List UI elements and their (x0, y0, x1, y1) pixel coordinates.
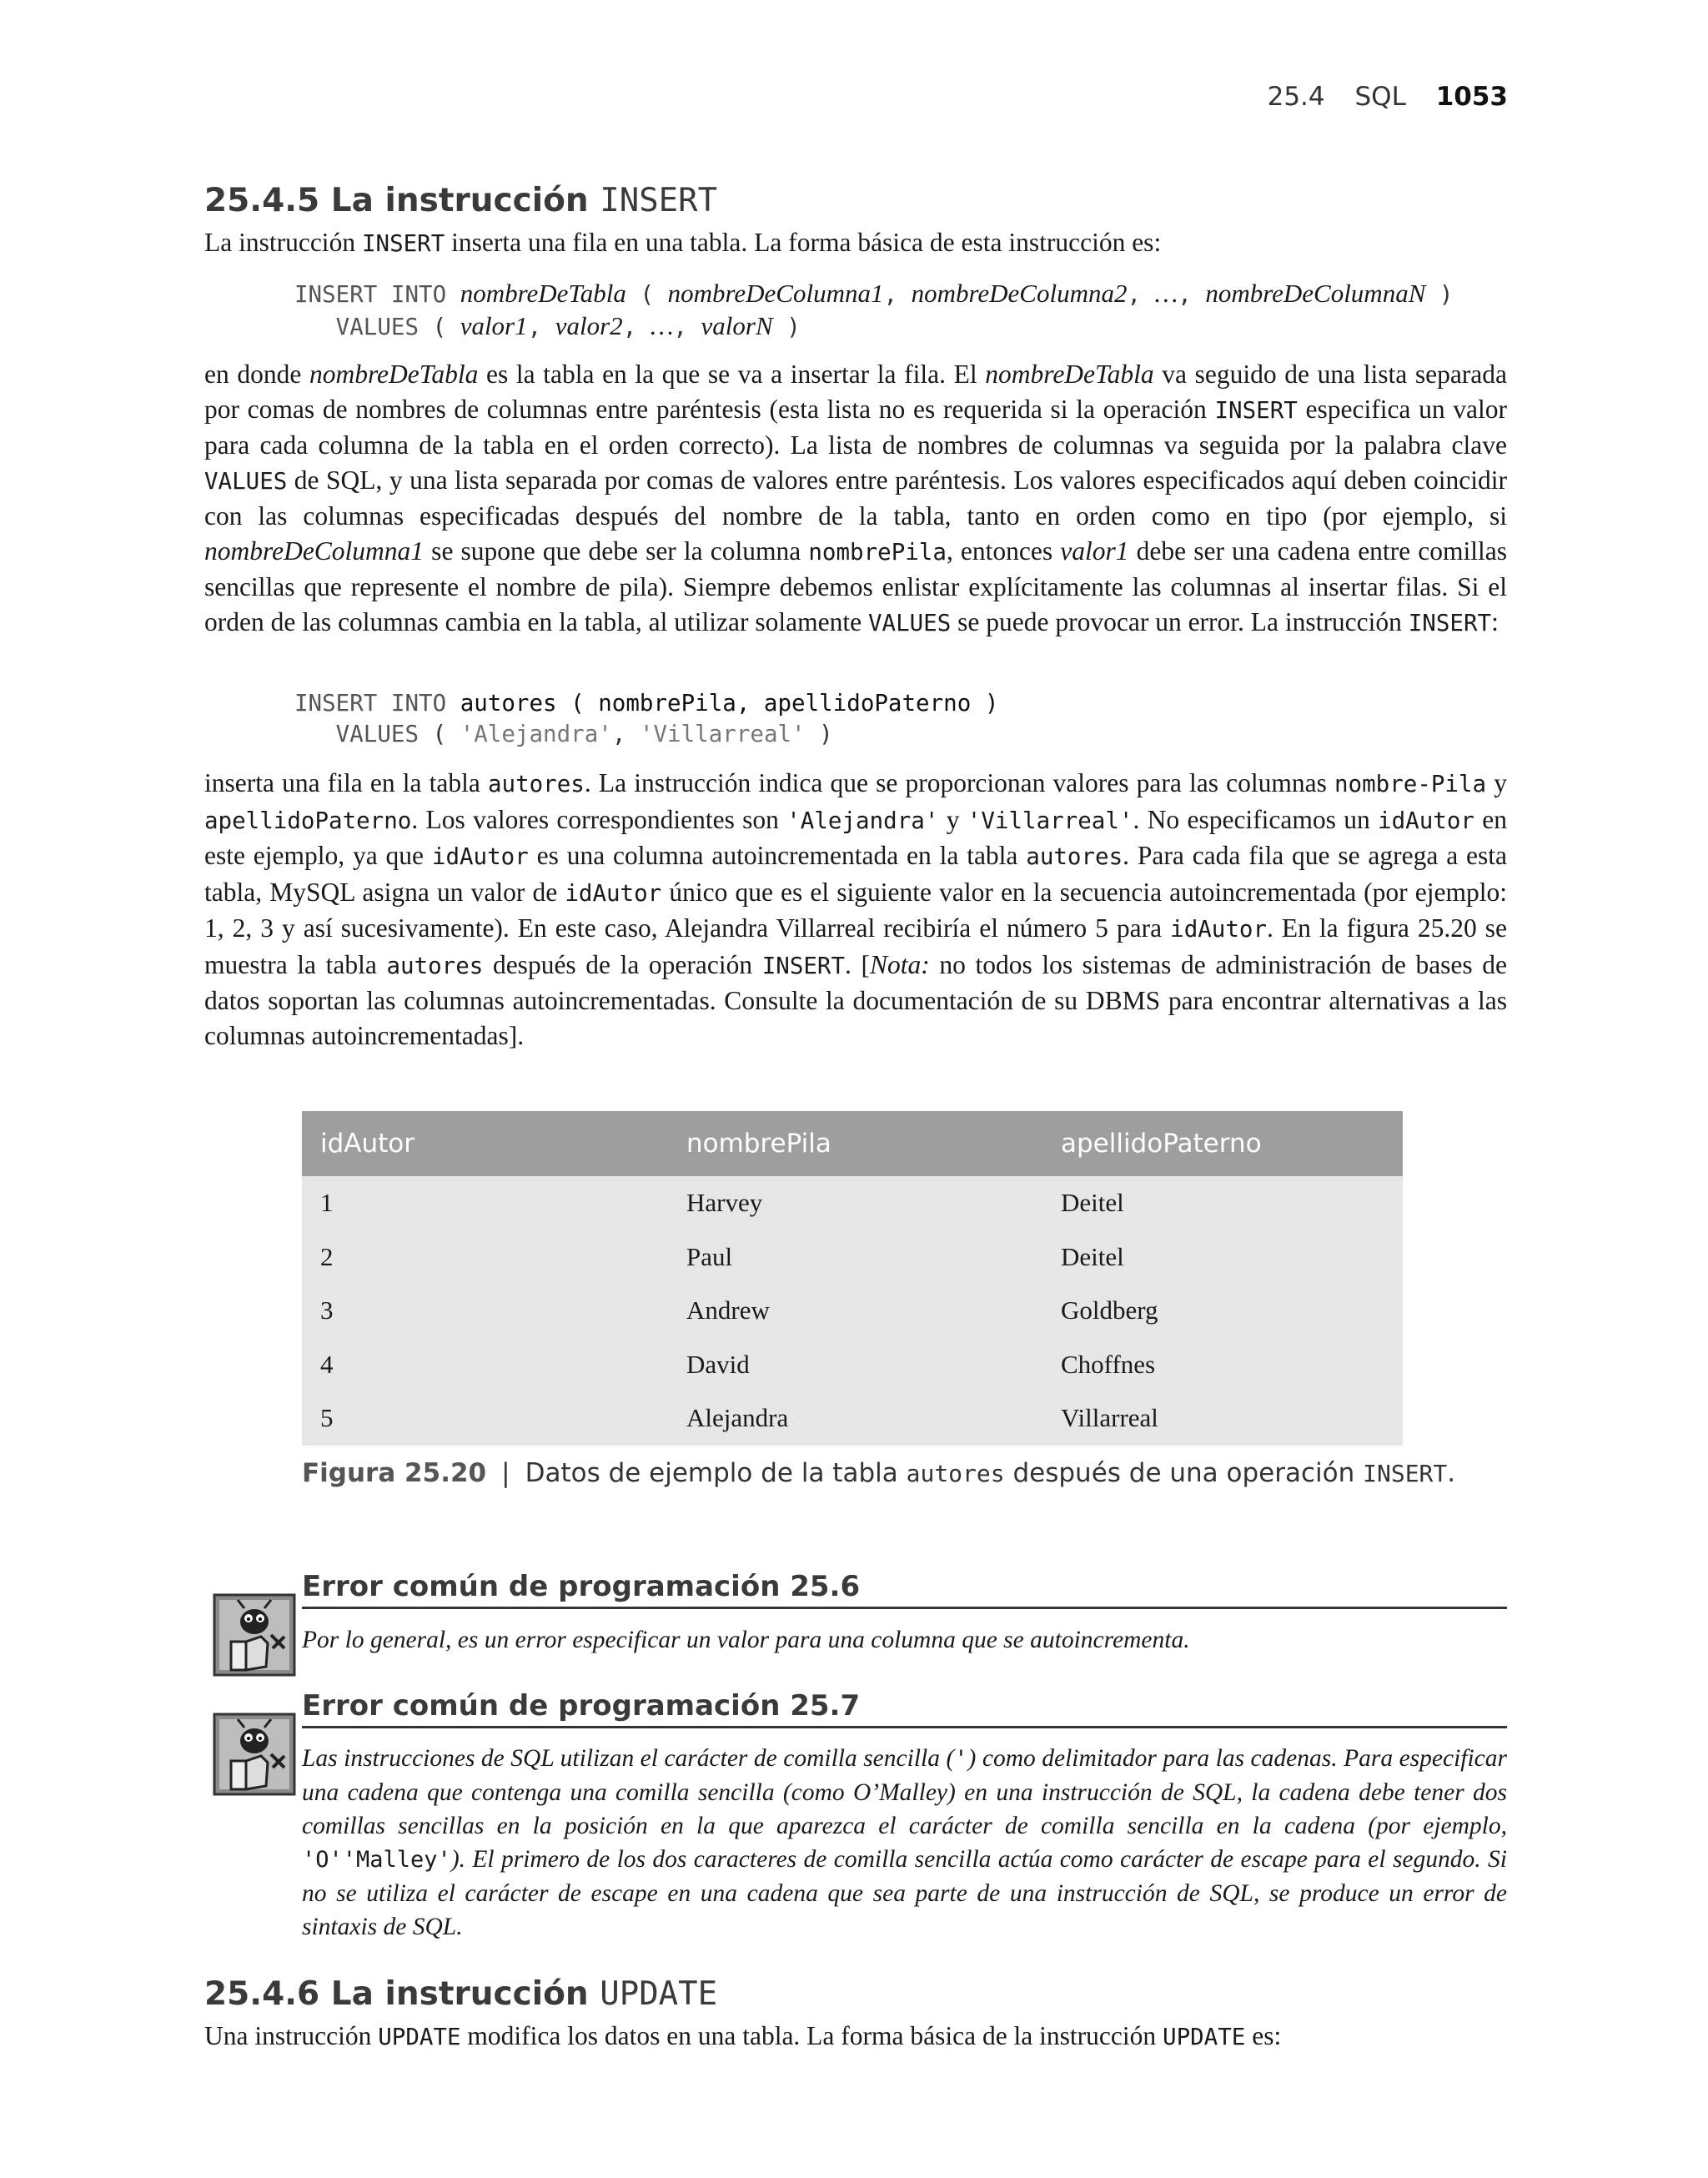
table-header-row (302, 1111, 1403, 1176)
bug-thumbs-down-icon (213, 1593, 296, 1677)
table-cell: Andrew (668, 1284, 1042, 1338)
table-cell: 2 (302, 1230, 668, 1285)
table-cell: David (668, 1338, 1042, 1392)
running-header (1268, 82, 1508, 112)
table-cell: Choffnes (1042, 1338, 1403, 1392)
table-cell: Deitel (1042, 1230, 1403, 1285)
table-cell: Alejandra (668, 1391, 1042, 1446)
column-header: apellidoPaterno (1042, 1111, 1403, 1176)
tip-title: Error común de programación 25.7 (302, 1689, 1507, 1728)
table-row (302, 1176, 1403, 1230)
header-section-number: 25.4 (1267, 82, 1325, 112)
tip-title: Error común de programación 25.6 (302, 1570, 1507, 1609)
section-heading-update: 25.4.6 La instrucción UPDATE (204, 1975, 718, 2013)
page-number: 1053 (1435, 82, 1508, 112)
insert-intro-paragraph: La instrucción INSERT inserta una fila en una tabla. La forma básica de esta instrucción es: (204, 228, 1162, 257)
table-cell: 5 (302, 1391, 668, 1446)
column-header: idAutor (302, 1111, 668, 1176)
table-row (302, 1284, 1403, 1338)
table-cell: 3 (302, 1284, 668, 1338)
table-cell: Deitel (1042, 1176, 1403, 1230)
figure-caption: Figura 25.20 | Datos de ejemplo de la tabla autores después de una operación INSERT. (302, 1458, 1456, 1488)
column-header: nombrePila (668, 1111, 1042, 1176)
table-cell: Paul (668, 1230, 1042, 1285)
bug-thumbs-down-icon (213, 1713, 296, 1796)
table-cell: 1 (302, 1176, 668, 1230)
insert-explanation-paragraph: en donde nombreDeTabla es la tabla en la que se va a insertar la fila. El nombreDeTabla va seguido de una lista separada por comas de nombres de columnas entre paréntesis (esta lista no es requerida si la operación INSERT especifica un valor para cada columna de la tabla en el orden correcto). La lista de nombres de columnas va seguida por la palabra clave VALUES de SQL, y una lista separada por comas de valores entre paréntesis. Los valores especificados aquí deben coincidir con las columnas especificadas después del nombre de la tabla, tanto en orden como en tipo (por ejemplo, si nombreDeColumna1 se supone que debe ser la columna nombrePila, entonces valor1 debe ser una cadena entre comillas sencillas que represente el nombre de pila). Siempre debemos enlistar explícitamente las columnas al insertar filas. Si el orden de las columnas cambia en la tabla, al utilizar solamente VALUES se puede provocar un error. La instrucción INSERT: (204, 360, 1508, 636)
table-row (302, 1230, 1403, 1285)
section-heading-insert: 25.4.5 La instrucción INSERT (204, 182, 718, 219)
table-cell: Harvey (668, 1176, 1042, 1230)
table-row (302, 1391, 1403, 1446)
autores-table-figure (302, 1111, 1403, 1446)
table-cell: Villarreal (1042, 1391, 1403, 1446)
table-row (302, 1338, 1403, 1392)
update-intro-paragraph: Una instrucción UPDATE modifica los datos en una tabla. La forma básica de la instrucción UPDATE es: (204, 2021, 1282, 2050)
autores-table (302, 1111, 1403, 1446)
tip-body: Por lo general, es un error especificar un valor para una columna que se autoincrementa. (302, 1627, 1190, 1653)
header-section-name: SQL (1354, 82, 1406, 112)
table-cell: Goldberg (1042, 1284, 1403, 1338)
insert-example-code: INSERT INTO autores ( nombrePila, apellidoPaterno ) VALUES ( 'Alejandra', 'Villarreal' ) (294, 690, 999, 747)
insert-syntax-block: INSERT INTO nombreDeTabla ( nombreDeColumna1, nombreDeColumna2, …, nombreDeColumnaN ) VALUES ( valor1, valor2, …, valorN ) (294, 279, 1454, 340)
tip-body: Las instrucciones de SQL utilizan el carácter de comilla sencilla (') como delimitador para las cadenas. Para especificar una cadena que contenga una comilla sencilla (como O’Malley) en una instrucción de SQL, la cadena debe tener dos comillas sencillas en la posición en la que aparezca el carácter de comilla sencilla en la cadena (por ejemplo, 'O''Malley'). El primero de los dos caracteres de comilla sencilla actúa como carácter de escape para el segundo. Si no se utiliza el carácter de escape en una cadena que sea parte de una instrucción de SQL, se produce un error de sintaxis de SQL. (302, 1745, 1507, 1940)
insert-example-explanation: inserta una fila en la tabla autores. La instrucción indica que se proporcionan valores para las columnas nombre-Pila y apellidoPaterno. Los valores correspondientes son 'Alejandra' y 'Villarreal'. No especificamos un idAutor en este ejemplo, ya que idAutor es una columna autoincrementada en la tabla autores. Para cada fila que se agrega a esta tabla, MySQL asigna un valor de idAutor único que es el siguiente valor en la secuencia autoincrementada (por ejemplo: 1, 2, 3 y así sucesivamente). En este caso, Alejandra Villarreal recibiría el número 5 para idAutor. En la figura 25.20 se muestra la tabla autores después de la operación INSERT. [Nota: no todos los sistemas de administración de bases de datos soportan las columnas autoincrementadas. Consulte la documentación de su DBMS para encontrar alternativas a las columnas autoincrementadas]. (204, 768, 1508, 1050)
table-cell: 4 (302, 1338, 668, 1392)
